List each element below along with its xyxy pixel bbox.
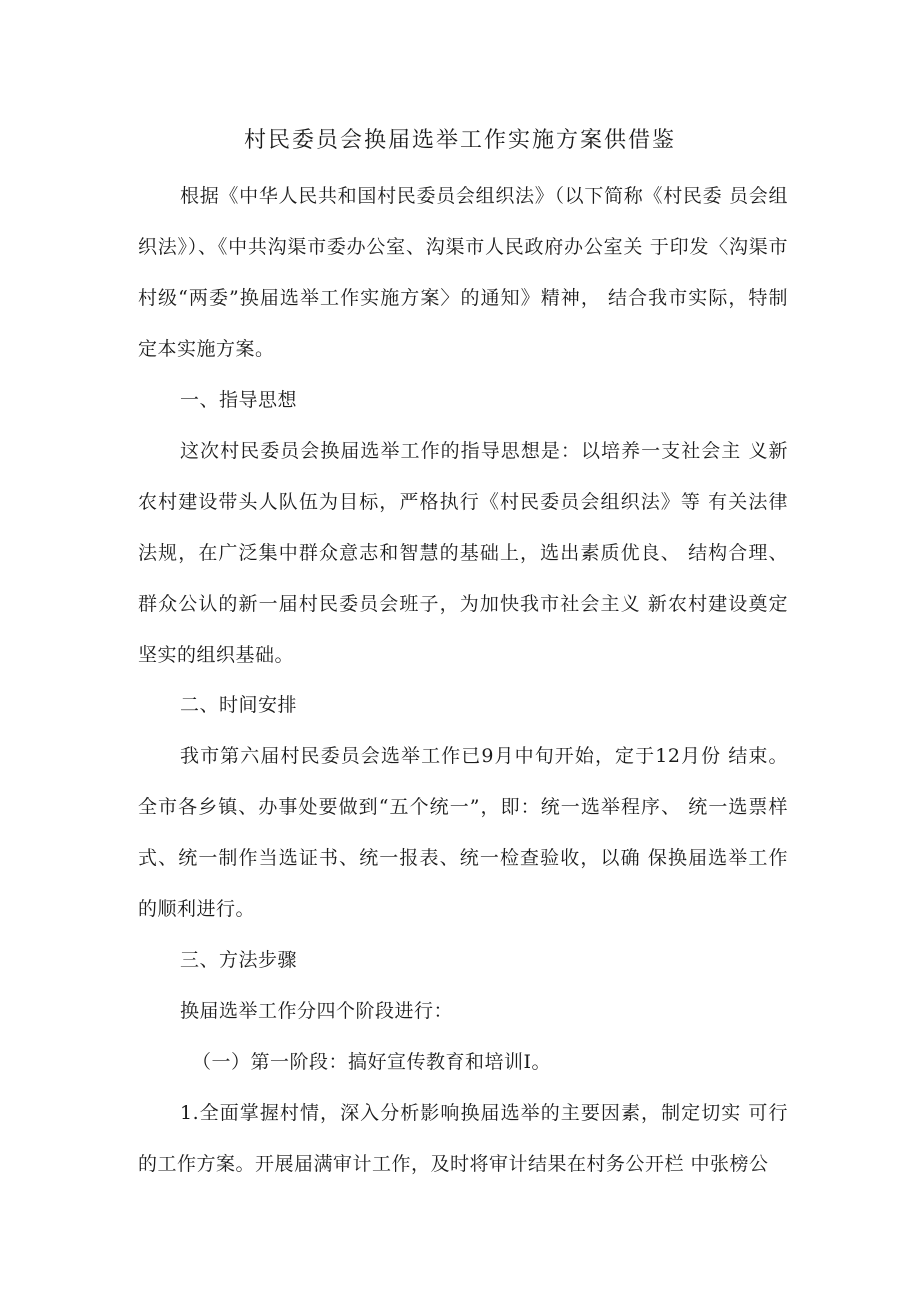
section-intro-steps: 换届选举工作分四个阶段进行： bbox=[180, 1000, 454, 1022]
item-body-first: 1.全面掌握村情，深入分析影响换届选举的主要因素，制定切实 可行的工作方案。开展届满审计工作，及时将审计结果在村务公开栏 中张榜公 bbox=[138, 1102, 788, 1175]
section-heading-guiding-ideology: 一、指导思想 bbox=[180, 389, 298, 411]
stage-heading-first: （一）第一阶段：搞好宣传教育和培训I。 bbox=[192, 1051, 552, 1073]
section-body-schedule: 我市第六届村民委员会选举工作已9月中旬开始，定于12月份 结束。全市各乡镇、办事处要做到“五个统一”，即：统一选举程序、 统一选票样式、统一制作当选证书、统一报表、统一检查验收，以确 保换届选举工作的顺利进行。 bbox=[138, 745, 788, 920]
section-heading-schedule: 二、时间安排 bbox=[180, 694, 298, 716]
section-body-guiding-ideology: 这次村民委员会换届选举工作的指导思想是：以培养一支社会主 义新农村建设带头人队伍为目标，严格执行《村民委员会组织法》等 有关法律法规，在广泛集中群众意志和智慧的基础上，选出素质优良、 结构合理、群众公认的新一届村民委员会班子，为加快我市社会主义 新农村建设奠定坚实的组织基础。 bbox=[138, 440, 788, 666]
page-title: 村民委员会换届选举工作实施方案供借鉴 bbox=[243, 128, 676, 153]
section-heading-steps: 三、方法步骤 bbox=[180, 949, 298, 971]
intro-paragraph: 根据《中华人民共和国村民委员会组织法》（以下简称《村民委 员会组织法》）、《中共沟渠市委办公室、沟渠市人民政府办公室关 于印发〈沟渠市村级“两委”换届选举工作实施方案〉的通知》精神， 结合我市实际，特制定本实施方案。 bbox=[138, 185, 788, 360]
